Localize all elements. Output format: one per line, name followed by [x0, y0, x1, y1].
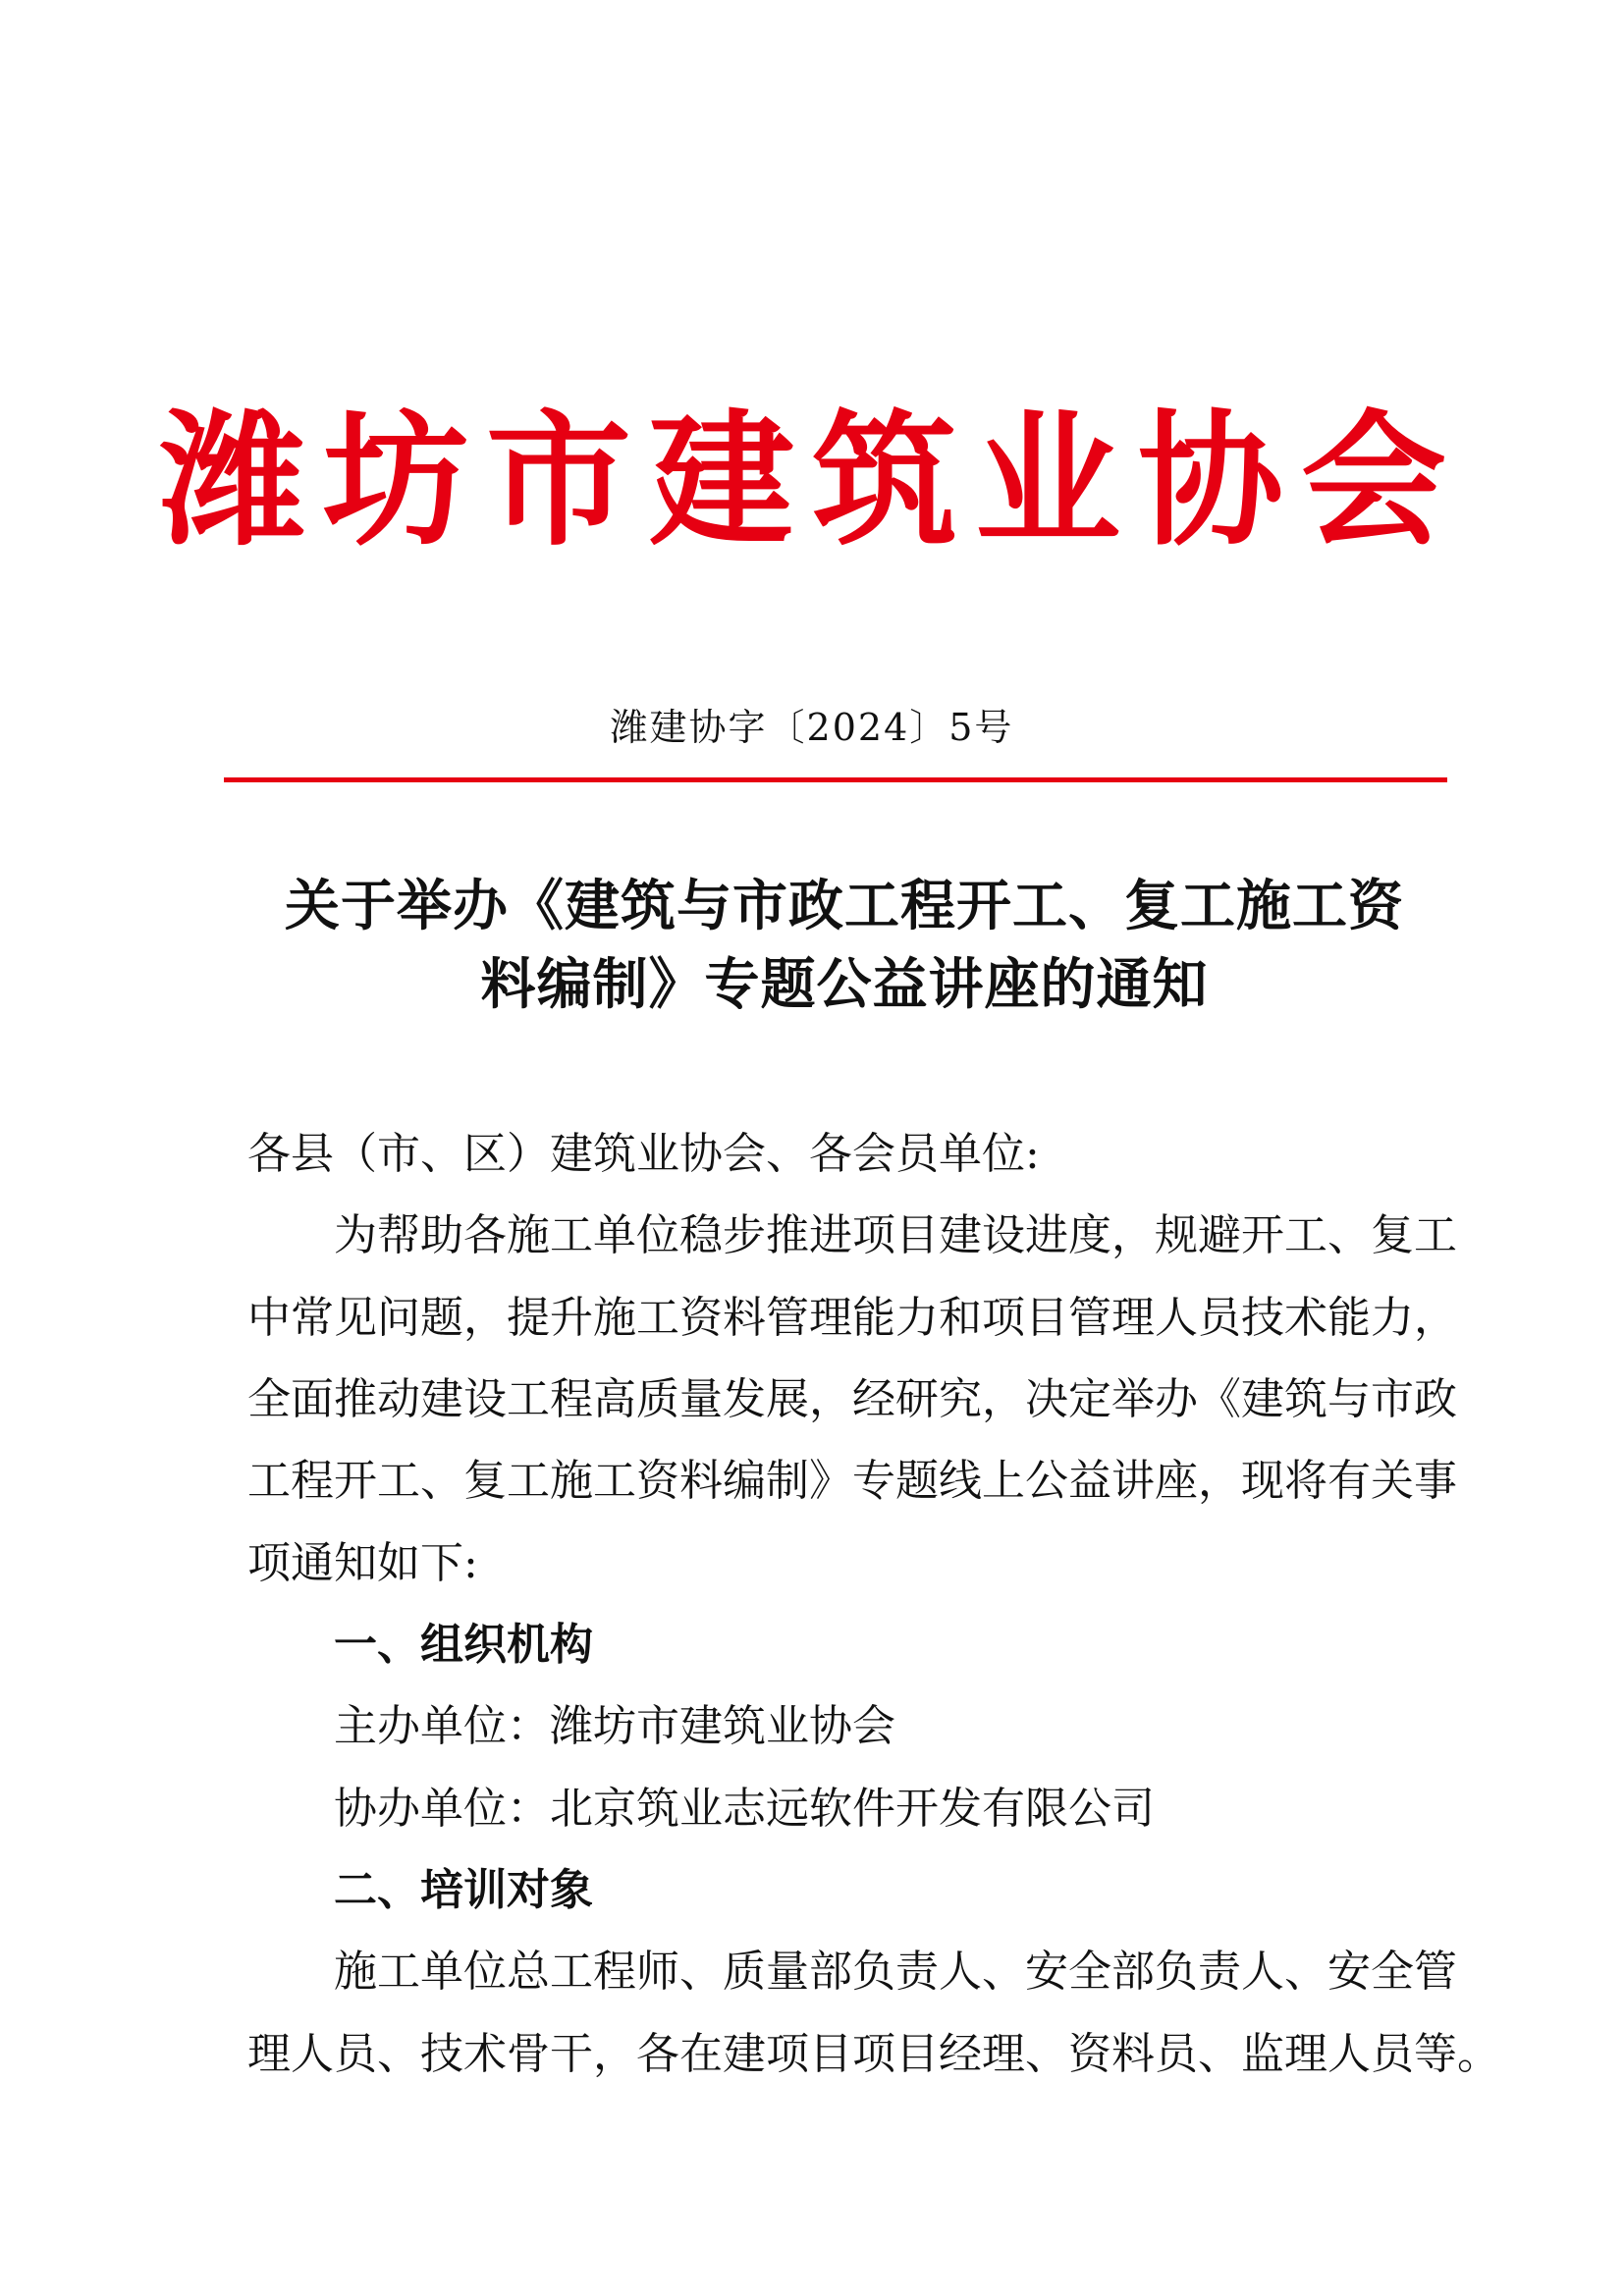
masthead-title: 潍坊市建筑业协会: [160, 397, 1464, 565]
notice-title-line-2: 料编制》专题公益讲座的通知: [480, 953, 1209, 1017]
host-organization: 主办单位：潍坊市建筑业协会: [334, 1701, 895, 1751]
section-2-heading: 二、培训对象: [334, 1865, 593, 1915]
section-1-heading: 一、组织机构: [334, 1620, 593, 1670]
audience-line-2: 理人员、技术骨干，各在建项目项目经理、资料员、监理人员等。: [247, 2029, 1500, 2079]
intro-line-2: 中常见问题，提升施工资料管理能力和项目管理人员技术能力，: [247, 1293, 1457, 1343]
document-number: 潍建协字〔2024〕5号: [610, 706, 1014, 749]
intro-line-4: 工程开工、复工施工资料编制》专题线上公益讲座，现将有关事: [247, 1456, 1457, 1506]
intro-line-3: 全面推动建设工程高质量发展，经研究，决定举办《建筑与市政: [247, 1374, 1457, 1424]
intro-line-1: 为帮助各施工单位稳步推进项目建设进度，规避开工、复工: [334, 1210, 1457, 1260]
red-divider-rule: [224, 777, 1447, 782]
salutation: 各县（市、区）建筑业协会、各会员单位:: [247, 1129, 1040, 1179]
notice-title-line-1: 关于举办《建筑与市政工程开工、复工施工资: [285, 875, 1404, 938]
intro-line-5: 项通知如下:: [247, 1538, 478, 1588]
co-host-organization: 协办单位：北京筑业志远软件开发有限公司: [334, 1784, 1155, 1834]
audience-line-1: 施工单位总工程师、质量部负责人、安全部负责人、安全管: [334, 1947, 1457, 1997]
